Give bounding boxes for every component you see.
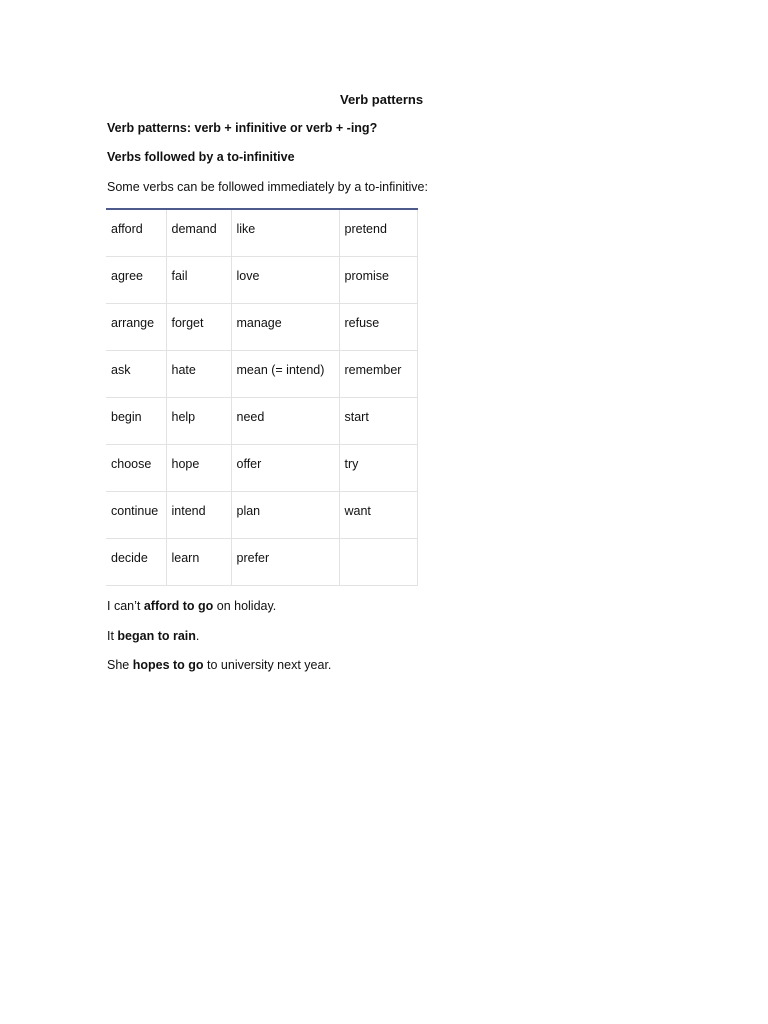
table-cell: agree xyxy=(106,256,166,303)
example-verb-phrase: hopes to go xyxy=(132,658,204,672)
example-sentence xyxy=(107,599,276,613)
table-cell: manage xyxy=(231,303,339,350)
example-text: . xyxy=(195,629,200,643)
intro-text: Some verbs can be followed immediately by a to-infinitive: xyxy=(107,180,428,194)
table-row xyxy=(106,491,417,538)
table-cell: try xyxy=(339,444,417,491)
table-cell: mean (= intend) xyxy=(231,350,339,397)
table-cell: afford xyxy=(106,209,166,256)
table-cell: help xyxy=(166,397,231,444)
table-row xyxy=(106,209,417,256)
example-text: It xyxy=(107,629,118,643)
table-cell: pretend xyxy=(339,209,417,256)
example-sentence xyxy=(107,629,199,643)
verb-table xyxy=(106,208,418,586)
table-cell: plan xyxy=(231,491,339,538)
table-cell: fail xyxy=(166,256,231,303)
table-cell: hate xyxy=(166,350,231,397)
table-row xyxy=(106,256,417,303)
table-cell: start xyxy=(339,397,417,444)
example-sentence xyxy=(107,658,331,672)
table-cell: forget xyxy=(166,303,231,350)
example-text: She xyxy=(107,658,133,672)
table-cell: decide xyxy=(106,538,166,585)
example-verb-phrase: afford to go xyxy=(143,599,214,613)
table-cell: want xyxy=(339,491,417,538)
table-cell: offer xyxy=(231,444,339,491)
example-text: to university next year. xyxy=(203,658,332,672)
table-cell: arrange xyxy=(106,303,166,350)
table-cell: refuse xyxy=(339,303,417,350)
table-cell: choose xyxy=(106,444,166,491)
table-cell: need xyxy=(231,397,339,444)
table-cell xyxy=(339,538,417,585)
table-cell: remember xyxy=(339,350,417,397)
table-cell: learn xyxy=(166,538,231,585)
table-cell: begin xyxy=(106,397,166,444)
example-text: I can’t xyxy=(107,599,144,613)
heading: Verb patterns: verb + infinitive or verb + -ing? xyxy=(107,121,378,135)
table-cell: demand xyxy=(166,209,231,256)
example-verb-phrase: began to rain xyxy=(117,629,196,643)
table-cell: prefer xyxy=(231,538,339,585)
page-title: Verb patterns xyxy=(340,92,424,107)
table-cell: love xyxy=(231,256,339,303)
table-row xyxy=(106,538,417,585)
table-row xyxy=(106,444,417,491)
example-text: on holiday. xyxy=(213,599,277,613)
table-cell: promise xyxy=(339,256,417,303)
table-cell: like xyxy=(231,209,339,256)
table-row xyxy=(106,303,417,350)
table-cell: hope xyxy=(166,444,231,491)
table-cell: ask xyxy=(106,350,166,397)
table-row xyxy=(106,397,417,444)
subheading: Verbs followed by a to-infinitive xyxy=(107,150,295,164)
table-cell: intend xyxy=(166,491,231,538)
table-row xyxy=(106,350,417,397)
table-cell: continue xyxy=(106,491,166,538)
